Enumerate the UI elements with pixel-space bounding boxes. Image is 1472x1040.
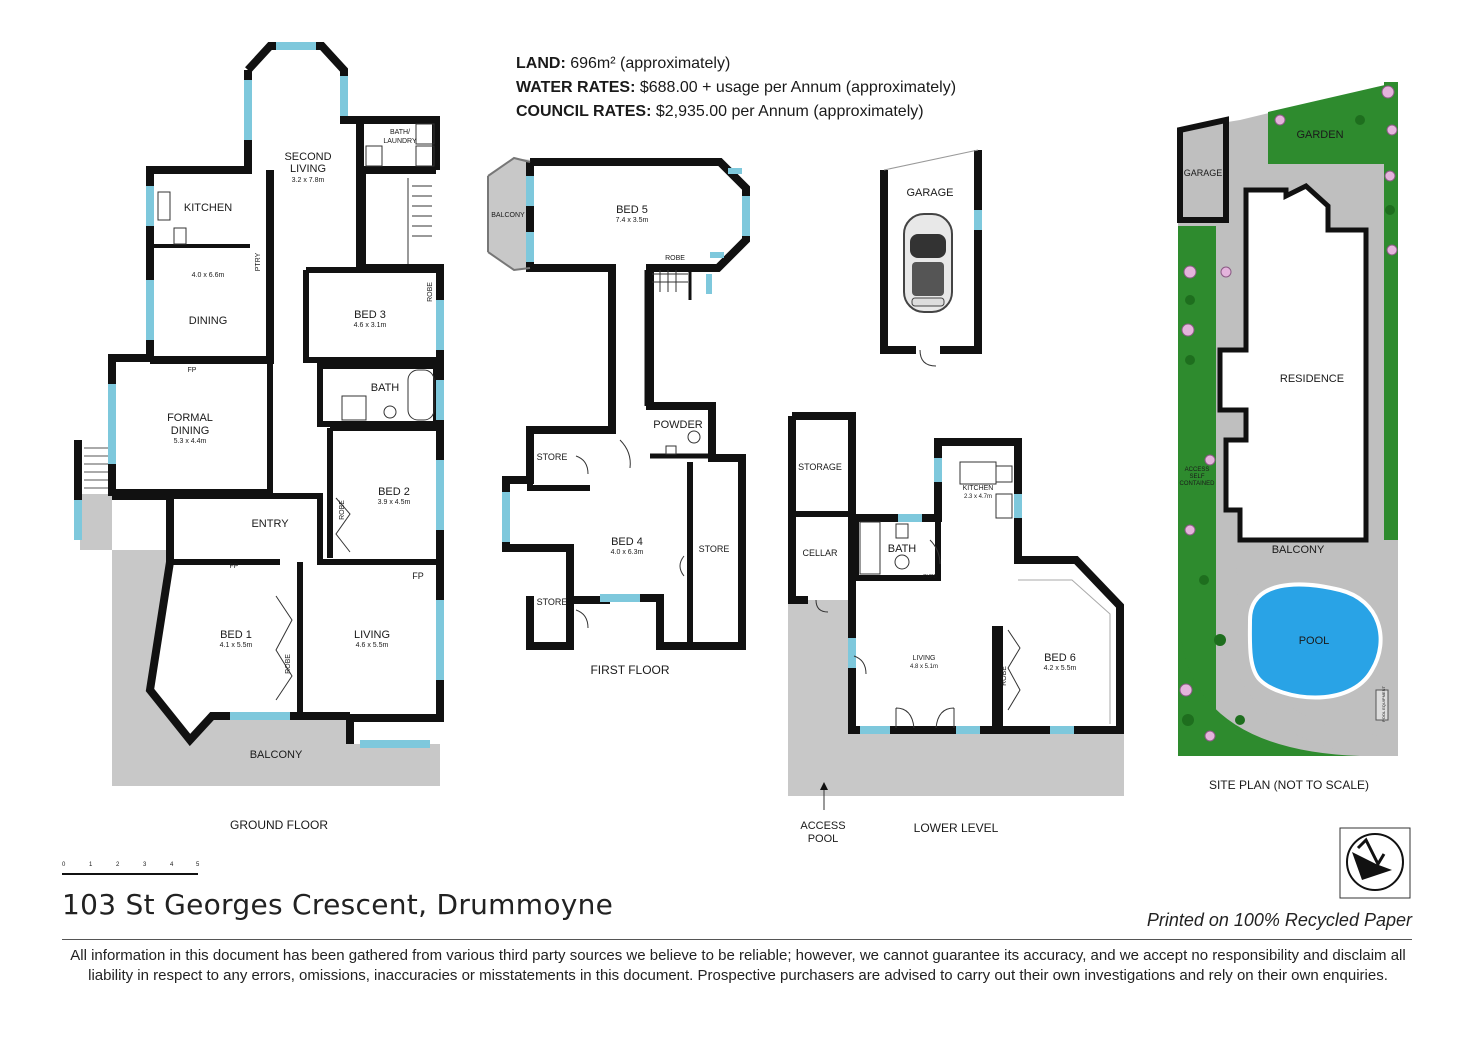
- room-bed6-robe-label: ROBE: [1001, 666, 1008, 686]
- room-formal-dining-label-2: DINING: [170, 425, 210, 437]
- recycled-paper-note: Printed on 100% Recycled Paper: [1146, 910, 1412, 930]
- room-lower-bath-label: BATH: [887, 543, 917, 555]
- council-rates-line: [516, 100, 956, 124]
- room-living-size: 4.6 x 5.5m: [355, 642, 389, 649]
- first-floor-fixtures: [576, 270, 700, 628]
- site-garage-label: GARAGE: [1183, 168, 1223, 178]
- room-bath-laundry-label-2: LAUNDRY: [383, 138, 417, 145]
- property-info: [516, 52, 956, 124]
- room-bed4-label: BED 4: [611, 536, 643, 548]
- access-pool-label: ACCESS: [800, 820, 846, 832]
- room-lower-kitchen-label: KITCHEN: [962, 485, 994, 492]
- site-garden-label: GARDEN: [1296, 129, 1344, 141]
- site-pool-equipment-label: POOL EQUIPMENT: [1381, 686, 1386, 722]
- lower-level-title: LOWER LEVEL: [913, 821, 999, 835]
- garage-plan: [884, 150, 982, 366]
- ground-walls: [112, 46, 440, 744]
- ground-balcony-label: BALCONY: [249, 749, 303, 761]
- room-lower-living-size: 4.8 x 5.1m: [909, 664, 939, 670]
- scale-tick-4: 4: [170, 862, 174, 868]
- room-cupd-label: CUPD: [922, 574, 938, 580]
- footer-divider: [62, 939, 1412, 940]
- room-lower-kitchen-size: 2.3 x 4.7m: [963, 494, 993, 500]
- scale-tick-5: 5: [196, 862, 200, 868]
- lower-outdoor-area: [788, 600, 1124, 796]
- room-bed2-label: BED 2: [378, 486, 410, 498]
- first-floor-walls: [506, 162, 746, 646]
- north-arrow-icon: [1340, 828, 1410, 898]
- room-kitchen-dining-size: 4.0 x 6.6m: [191, 272, 225, 279]
- property-address: 103 St Georges Crescent, Drummoyne: [62, 888, 614, 921]
- water-rates-line: [516, 76, 956, 100]
- council-rates-value: $2,935.00 per Annum (approximately): [655, 103, 924, 120]
- land-label: LAND:: [516, 55, 566, 72]
- car-icon: [904, 214, 952, 312]
- room-lower-living-label: LIVING: [912, 655, 936, 662]
- ground-stairs-landing: [80, 494, 112, 550]
- land-line: [516, 52, 956, 76]
- room-powder-label: POWDER: [653, 419, 703, 431]
- site-access-label-2: SELF: [1189, 474, 1205, 480]
- room-bed1-size: 4.1 x 5.5m: [219, 642, 253, 649]
- room-pantry-label: PTRY: [255, 252, 262, 272]
- room-bed1-robe-label: ROBE: [285, 654, 292, 674]
- room-store-2-label: STORE: [698, 544, 730, 554]
- lower-level-plan: [788, 416, 1124, 845]
- site-access-label: ACCESS: [1184, 467, 1210, 473]
- garage-door-line: [884, 150, 978, 170]
- access-pool-label-2: POOL: [807, 833, 839, 845]
- room-bed2-robe-label: ROBE: [339, 500, 346, 520]
- room-bed5-size: 7.4 x 3.5m: [615, 217, 649, 224]
- room-storage-label: STORAGE: [798, 462, 842, 472]
- site-right-garden: [1384, 82, 1398, 540]
- ground-floor-title: GROUND FLOOR: [229, 818, 329, 832]
- room-bed3-robe-label: ROBE: [427, 282, 434, 302]
- room-second-living-label: SECOND: [284, 151, 332, 163]
- room-store-3-label: STORE: [536, 597, 568, 607]
- room-kitchen-label: KITCHEN: [183, 202, 233, 214]
- scale-tick-0: 0: [62, 862, 66, 868]
- ground-stairs: [84, 448, 110, 488]
- room-bath-laundry-label: BATH/: [389, 129, 411, 136]
- scale-tick-2: 2: [116, 862, 120, 868]
- site-access-label-3: CONTAINED: [1179, 481, 1215, 487]
- room-entry-label: ENTRY: [251, 518, 289, 530]
- room-bed3-size: 4.6 x 3.1m: [353, 322, 387, 329]
- room-bed5-label: BED 5: [616, 204, 648, 216]
- room-second-living-size: 3.2 x 7.8m: [291, 177, 325, 184]
- disclaimer-text: All information in this document has been gathered from various third party sources we believe to be reliable; however, we cannot guarantee its accuracy, and we accept no responsibility and disclaim all liability in respect to any errors, omissions, inaccuracies or misstatements in this document. Prospective purchasers are advised to carry out their own investigations and rely on their own enquiries.: [70, 947, 1406, 984]
- room-bed6-size: 4.2 x 5.5m: [1043, 665, 1077, 672]
- ground-floor-plan: [74, 42, 444, 832]
- room-store-1-label: STORE: [536, 452, 568, 462]
- room-bed2-size: 3.9 x 4.5m: [377, 499, 411, 506]
- room-second-living-label-2: LIVING: [289, 163, 327, 175]
- room-bed5-robe-label: ROBE: [665, 255, 685, 262]
- site-pool-label: POOL: [1298, 635, 1330, 647]
- fireplace-formal-dining: FP: [187, 367, 197, 374]
- garage-label: GARAGE: [906, 187, 954, 199]
- room-bed1-label: BED 1: [220, 629, 252, 641]
- first-floor-title: FIRST FLOOR: [590, 663, 670, 677]
- garage-window: [974, 210, 982, 230]
- fireplace-living: FP: [412, 571, 424, 581]
- room-cellar-label: CELLAR: [802, 548, 838, 558]
- room-dining-label: DINING: [188, 315, 228, 327]
- room-bath-label: BATH: [370, 382, 400, 394]
- scale-tick-1: 1: [89, 862, 93, 868]
- first-floor-plan: [488, 158, 750, 677]
- garage-door-swing: [920, 350, 936, 366]
- site-residence-label: RESIDENCE: [1279, 373, 1345, 385]
- room-living-label: LIVING: [353, 629, 391, 641]
- council-rates-label: COUNCIL RATES:: [516, 103, 652, 120]
- room-bed6-label: BED 6: [1044, 652, 1076, 664]
- ground-stair-window: [74, 500, 82, 540]
- room-formal-dining-size: 5.3 x 4.4m: [173, 438, 207, 445]
- site-plan-title: SITE PLAN (NOT TO SCALE): [1208, 778, 1370, 792]
- room-bed3-label: BED 3: [354, 309, 386, 321]
- water-rates-value: $688.00 + usage per Annum (approximately): [639, 79, 957, 96]
- scale-bar: [62, 862, 200, 874]
- water-rates-label: WATER RATES:: [516, 79, 636, 96]
- room-bed4-size: 4.0 x 6.3m: [610, 549, 644, 556]
- land-value: 696m² (approximately): [570, 55, 731, 72]
- site-garden-area: [1268, 82, 1398, 164]
- lower-level-windows: [848, 458, 1074, 734]
- scale-tick-3: 3: [143, 862, 147, 868]
- fireplace-bed1: FP: [229, 563, 239, 570]
- site-balcony-label: BALCONY: [1271, 544, 1325, 556]
- room-formal-dining-label: FORMAL: [167, 412, 213, 424]
- site-plan: [1178, 82, 1398, 792]
- first-balcony-label: BALCONY: [491, 212, 525, 219]
